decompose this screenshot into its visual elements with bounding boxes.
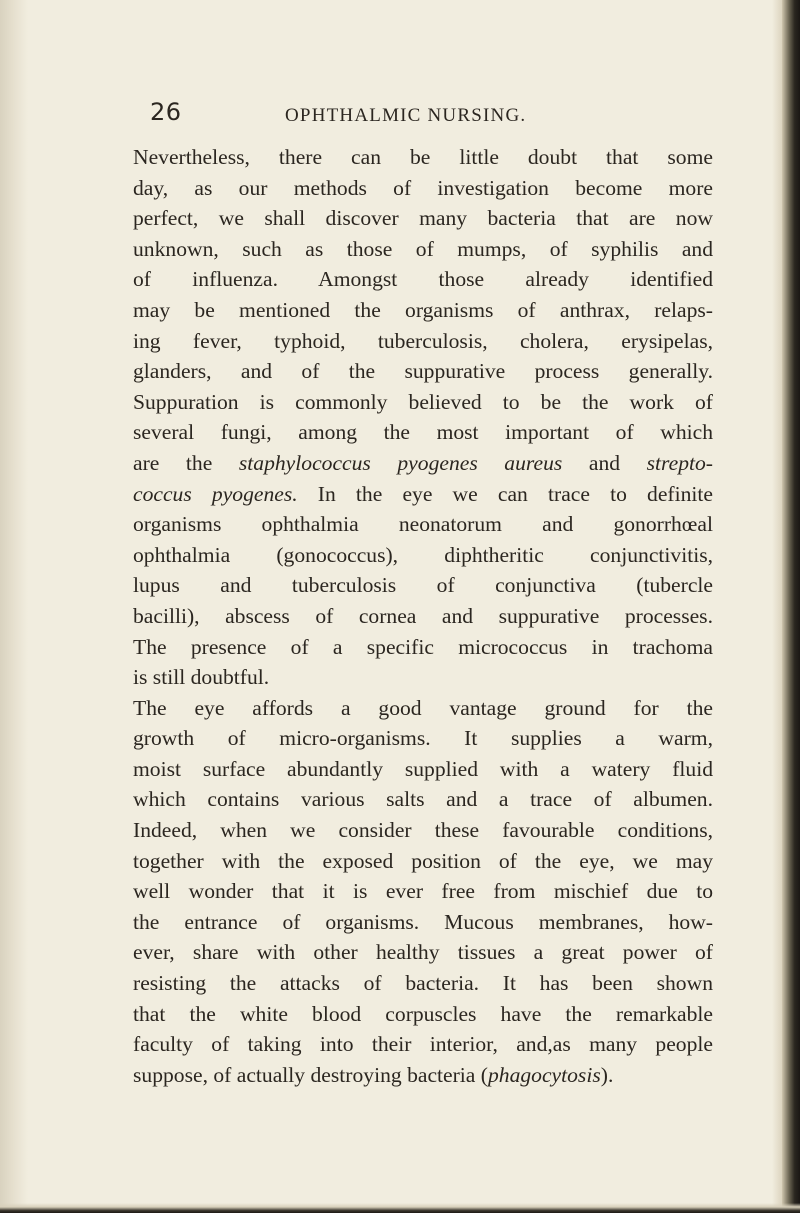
text-line [133,723,713,754]
text-segment: resisting the attacks of bacteria. It has been shown [133,971,713,996]
text-line [133,295,713,326]
text-segment: unknown, such as those of mumps, of syphilis and [133,236,713,261]
text-segment: well wonder that it is ever free from mischief due to [133,879,713,904]
text-segment: together with the exposed position of the eye, we may [133,848,713,873]
text-segment: Indeed, when we consider these favourable conditions, [133,818,713,843]
text-line [133,387,713,418]
text-segment: suppose, of actually destroying bacteria ( [133,1062,488,1087]
italic-term: staphylococcus pyogenes aureus [238,450,563,475]
text-segment: growth of micro-organisms. It supplies a warm, [133,726,713,751]
text-line [133,1060,713,1091]
text-segment: may be mentioned the organisms of anthrax, relaps- [133,297,713,322]
text-segment: bacilli), abscess of cornea and suppurative processes. [133,603,713,628]
text-line [133,326,713,357]
running-head [150,98,710,134]
text-segment: The eye affords a good vantage ground for the [133,695,713,720]
text-line [133,264,713,295]
body-text [133,142,713,1090]
text-line [133,876,713,907]
text-segment: is still doubtful. [133,665,270,690]
text-segment: Suppuration is commonly believed to be the work of [133,389,713,414]
text-segment: organisms ophthalmia neonatorum and gonorrhœal [133,512,713,537]
text-segment: ). [600,1062,614,1087]
right-page-edge [782,0,800,1213]
bottom-page-edge [0,1203,800,1213]
text-segment: day, as our methods of investigation become more [133,175,713,200]
text-segment: ever, share with other healthy tissues a great power of [133,940,713,965]
text-segment: In the eye we can trace to definite [297,481,713,506]
running-title: OPHTHALMIC NURSING. [285,105,527,126]
italic-term: phagocytosis [487,1062,601,1087]
text-segment: ing fever, typhoid, tuberculosis, cholera, erysipelas, [133,328,713,353]
text-line [133,693,713,724]
text-line [133,968,713,999]
text-segment: ophthalmia (gonococcus), diphtheritic conjunctivitis, [133,542,713,567]
text-segment: several fungi, among the most important of which [133,420,713,445]
text-segment: faculty of taking into their interior, and,as many people [133,1032,713,1057]
text-segment: glanders, and of the suppurative process generally. [133,359,713,384]
text-line [133,173,713,204]
text-line [133,509,713,540]
text-line [133,754,713,785]
text-line [133,142,713,173]
page-number: 26 [150,98,182,126]
italic-term: coccus pyogenes. [133,481,298,506]
text-line [133,540,713,571]
text-line [133,662,713,693]
text-line [133,999,713,1030]
text-line [133,203,713,234]
text-segment: moist surface abundantly supplied with a watery fluid [133,756,713,781]
text-segment: and [562,450,647,475]
text-line [133,815,713,846]
text-segment: are the [133,450,239,475]
text-line [133,846,713,877]
text-line [133,632,713,663]
text-line [133,234,713,265]
text-segment: The presence of a specific micrococcus in trachoma [133,634,713,659]
text-line [133,601,713,632]
italic-term: strepto- [646,450,713,475]
text-line [133,570,713,601]
text-line [133,784,713,815]
page-edge-shadow [772,0,782,1213]
text-line [133,1029,713,1060]
text-line [133,417,713,448]
text-segment: perfect, we shall discover many bacteria that are now [133,206,713,231]
text-line [133,907,713,938]
text-segment: which contains various salts and a trace of albumen. [133,787,713,812]
text-line [133,448,713,479]
text-segment: that the white blood corpuscles have the remarkable [133,1001,713,1026]
binding-gutter-shadow [0,0,28,1213]
text-line [133,479,713,510]
text-segment: Nevertheless, there can be little doubt that some [133,145,713,169]
text-segment: of influenza. Amongst those already identified [133,267,713,292]
text-line [133,937,713,968]
text-segment: the entrance of organisms. Mucous membranes, how- [133,909,713,934]
text-segment: lupus and tuberculosis of conjunctiva (tubercle [133,573,713,598]
text-line [133,356,713,387]
